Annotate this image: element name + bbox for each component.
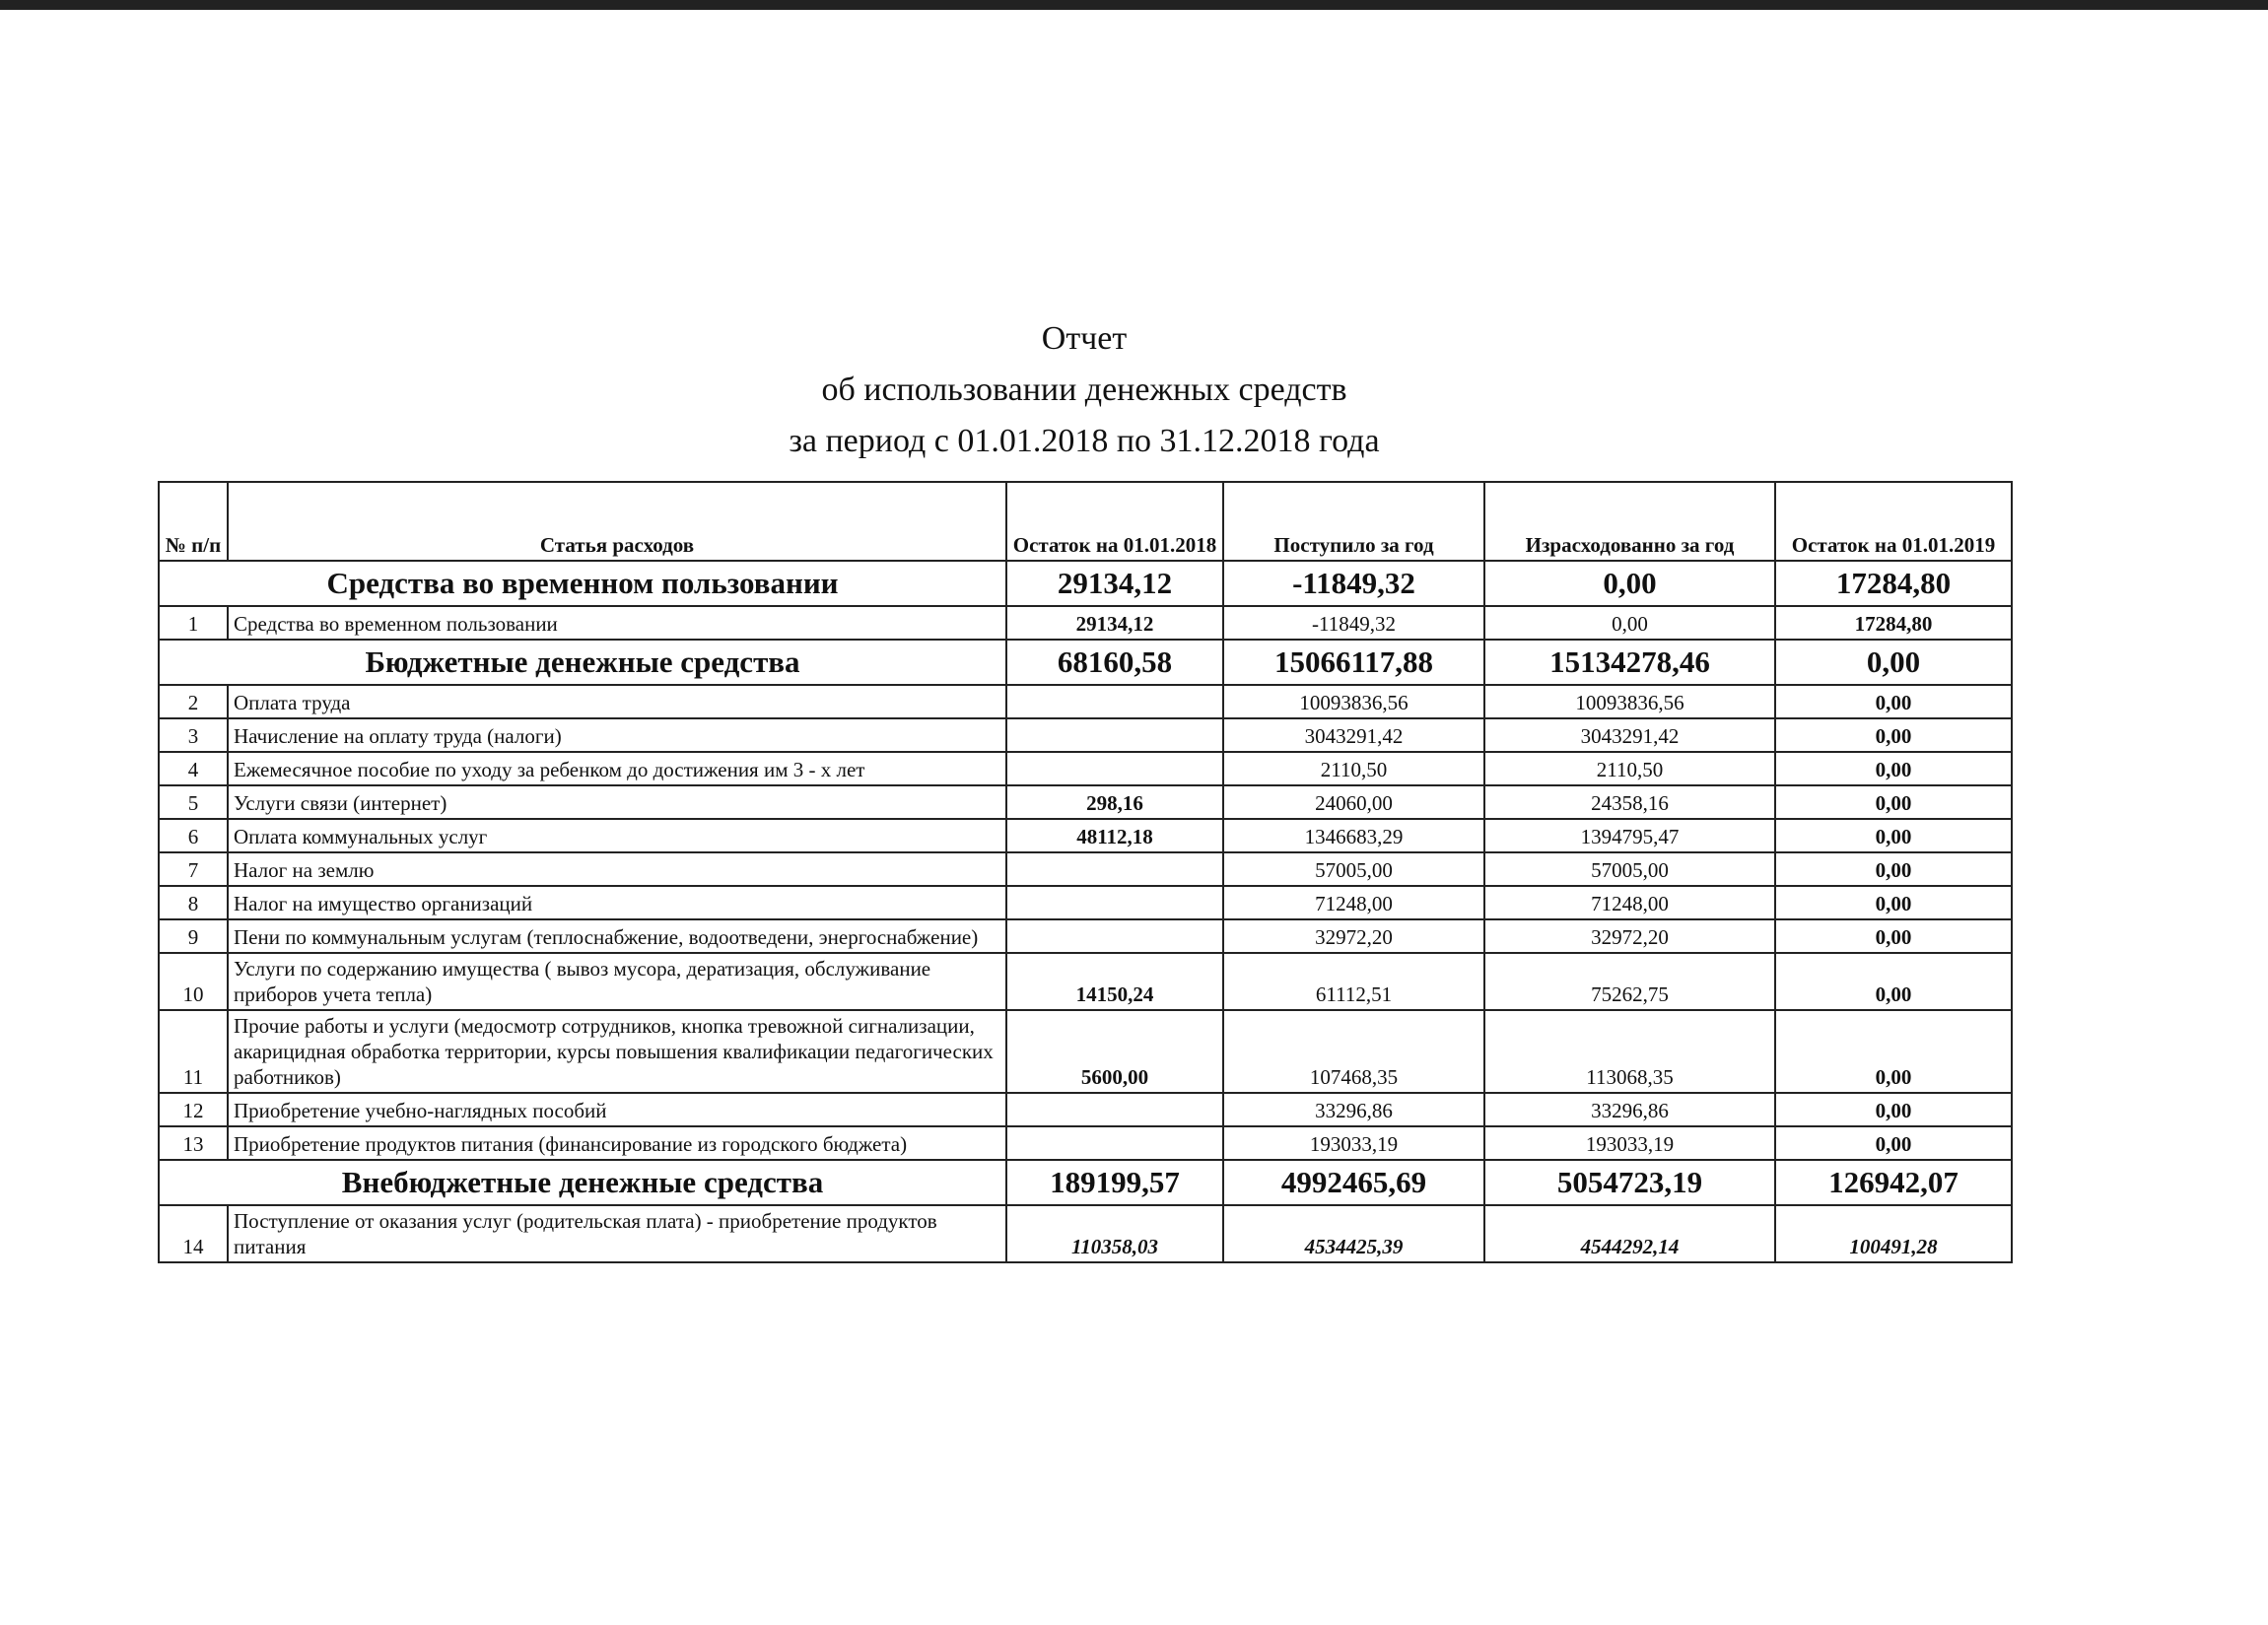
row-name: Начисление на оплату труда (налоги)	[228, 718, 1006, 752]
row-balance-end: 0,00	[1775, 886, 2012, 919]
table-row	[159, 852, 2012, 886]
row-num: 9	[159, 919, 228, 953]
table-row	[159, 606, 2012, 640]
row-balance-start: 5600,00	[1006, 1010, 1223, 1093]
row-received: 33296,86	[1223, 1093, 1484, 1126]
table-row	[159, 953, 2012, 1010]
row-spent: 10093836,56	[1484, 685, 1775, 718]
section-balance-start: 68160,58	[1006, 640, 1223, 685]
row-name: Пени по коммунальным услугам (теплоснабжение, водоотведени, энергоснабжение)	[228, 919, 1006, 953]
row-spent: 3043291,42	[1484, 718, 1775, 752]
section-spent: 15134278,46	[1484, 640, 1775, 685]
header-num: № п/п	[159, 482, 228, 561]
section-spent: 5054723,19	[1484, 1160, 1775, 1205]
row-balance-end: 0,00	[1775, 785, 2012, 819]
table-row	[159, 1126, 2012, 1160]
row-balance-start	[1006, 1126, 1223, 1160]
row-received: 193033,19	[1223, 1126, 1484, 1160]
row-spent: 2110,50	[1484, 752, 1775, 785]
row-spent: 0,00	[1484, 606, 1775, 640]
section-balance-start: 189199,57	[1006, 1160, 1223, 1205]
row-balance-start: 110358,03	[1006, 1205, 1223, 1262]
row-balance-end: 0,00	[1775, 718, 2012, 752]
row-balance-start	[1006, 752, 1223, 785]
row-balance-end: 0,00	[1775, 1010, 2012, 1093]
section-balance-end: 17284,80	[1775, 561, 2012, 606]
row-name: Оплата труда	[228, 685, 1006, 718]
row-spent: 24358,16	[1484, 785, 1775, 819]
section-balance-end: 0,00	[1775, 640, 2012, 685]
row-spent: 32972,20	[1484, 919, 1775, 953]
header-received: Поступило за год	[1223, 482, 1484, 561]
row-balance-start	[1006, 886, 1223, 919]
section-received: 15066117,88	[1223, 640, 1484, 685]
row-spent: 1394795,47	[1484, 819, 1775, 852]
row-balance-start	[1006, 685, 1223, 718]
row-balance-start	[1006, 1093, 1223, 1126]
row-balance-start	[1006, 919, 1223, 953]
table-row	[159, 1010, 2012, 1093]
title-line-2: об использовании денежных средств	[821, 372, 1347, 408]
table-row	[159, 785, 2012, 819]
row-balance-end: 0,00	[1775, 953, 2012, 1010]
row-spent: 75262,75	[1484, 953, 1775, 1010]
row-balance-start: 298,16	[1006, 785, 1223, 819]
row-received: -11849,32	[1223, 606, 1484, 640]
row-name: Услуги по содержанию имущества ( вывоз мусора, дератизация, обслуживание приборов учета тепла)	[228, 953, 1006, 1010]
title-line-3: за период с 01.01.2018 по 31.12.2018 года	[789, 423, 1380, 459]
report-title	[0, 313, 2168, 467]
row-spent: 71248,00	[1484, 886, 1775, 919]
row-received: 10093836,56	[1223, 685, 1484, 718]
header-balance-end: Остаток на 01.01.2019	[1775, 482, 2012, 561]
section-label: Бюджетные денежные средства	[159, 640, 1006, 685]
table-row	[159, 919, 2012, 953]
row-name: Оплата коммунальных услуг	[228, 819, 1006, 852]
row-balance-end: 0,00	[1775, 1126, 2012, 1160]
section-label: Средства во временном пользовании	[159, 561, 1006, 606]
row-balance-start: 14150,24	[1006, 953, 1223, 1010]
row-num: 8	[159, 886, 228, 919]
row-balance-start	[1006, 852, 1223, 886]
row-balance-end: 0,00	[1775, 752, 2012, 785]
table-row	[159, 819, 2012, 852]
header-row	[159, 482, 2012, 561]
row-spent: 57005,00	[1484, 852, 1775, 886]
row-balance-end: 0,00	[1775, 852, 2012, 886]
row-name: Средства во временном пользовании	[228, 606, 1006, 640]
section-received: -11849,32	[1223, 561, 1484, 606]
row-name: Приобретение учебно-наглядных пособий	[228, 1093, 1006, 1126]
header-balance-start: Остаток на 01.01.2018	[1006, 482, 1223, 561]
row-balance-end: 0,00	[1775, 1093, 2012, 1126]
row-num: 6	[159, 819, 228, 852]
row-num: 7	[159, 852, 228, 886]
row-balance-start	[1006, 718, 1223, 752]
row-received: 61112,51	[1223, 953, 1484, 1010]
row-num: 10	[159, 953, 228, 1010]
row-balance-start: 48112,18	[1006, 819, 1223, 852]
row-received: 32972,20	[1223, 919, 1484, 953]
table-row	[159, 1205, 2012, 1262]
table-row	[159, 886, 2012, 919]
expense-report-table	[158, 481, 2013, 1263]
row-num: 12	[159, 1093, 228, 1126]
row-balance-end: 0,00	[1775, 685, 2012, 718]
row-num: 14	[159, 1205, 228, 1262]
row-name: Поступление от оказания услуг (родительская плата) - приобретение продуктов питания	[228, 1205, 1006, 1262]
row-name: Налог на имущество организаций	[228, 886, 1006, 919]
table-row	[159, 718, 2012, 752]
row-balance-end: 0,00	[1775, 819, 2012, 852]
row-num: 13	[159, 1126, 228, 1160]
row-balance-end: 17284,80	[1775, 606, 2012, 640]
section-spent: 0,00	[1484, 561, 1775, 606]
row-spent: 113068,35	[1484, 1010, 1775, 1093]
header-spent: Израсходованно за год	[1484, 482, 1775, 561]
row-num: 4	[159, 752, 228, 785]
row-received: 3043291,42	[1223, 718, 1484, 752]
row-spent: 33296,86	[1484, 1093, 1775, 1126]
table-row	[159, 1093, 2012, 1126]
row-balance-end: 100491,28	[1775, 1205, 2012, 1262]
section-balance-start: 29134,12	[1006, 561, 1223, 606]
row-spent: 4544292,14	[1484, 1205, 1775, 1262]
table-row	[159, 685, 2012, 718]
row-name: Ежемесячное пособие по уходу за ребенком до достижения им 3 - х лет	[228, 752, 1006, 785]
row-received: 1346683,29	[1223, 819, 1484, 852]
row-name: Прочие работы и услуги (медосмотр сотрудников, кнопка тревожной сигнализации, акарицидная обработка территории, курсы повышения квалификации педагогических работников)	[228, 1010, 1006, 1093]
row-name: Приобретение продуктов питания (финансирование из городского бюджета)	[228, 1126, 1006, 1160]
row-num: 2	[159, 685, 228, 718]
report-body	[159, 561, 2012, 1262]
row-balance-start: 29134,12	[1006, 606, 1223, 640]
section-row	[159, 561, 2012, 606]
row-num: 11	[159, 1010, 228, 1093]
table-row	[159, 752, 2012, 785]
row-received: 4534425,39	[1223, 1205, 1484, 1262]
row-received: 107468,35	[1223, 1010, 1484, 1093]
section-label: Внебюджетные денежные средства	[159, 1160, 1006, 1205]
row-num: 5	[159, 785, 228, 819]
row-received: 24060,00	[1223, 785, 1484, 819]
row-received: 2110,50	[1223, 752, 1484, 785]
section-balance-end: 126942,07	[1775, 1160, 2012, 1205]
section-row	[159, 1160, 2012, 1205]
scan-top-edge	[0, 0, 2268, 10]
row-num: 1	[159, 606, 228, 640]
row-name: Услуги связи (интернет)	[228, 785, 1006, 819]
row-spent: 193033,19	[1484, 1126, 1775, 1160]
row-balance-end: 0,00	[1775, 919, 2012, 953]
row-num: 3	[159, 718, 228, 752]
header-name: Статья расходов	[228, 482, 1006, 561]
row-name: Налог на землю	[228, 852, 1006, 886]
section-received: 4992465,69	[1223, 1160, 1484, 1205]
title-line-1: Отчет	[1041, 320, 1128, 357]
section-row	[159, 640, 2012, 685]
row-received: 57005,00	[1223, 852, 1484, 886]
row-received: 71248,00	[1223, 886, 1484, 919]
